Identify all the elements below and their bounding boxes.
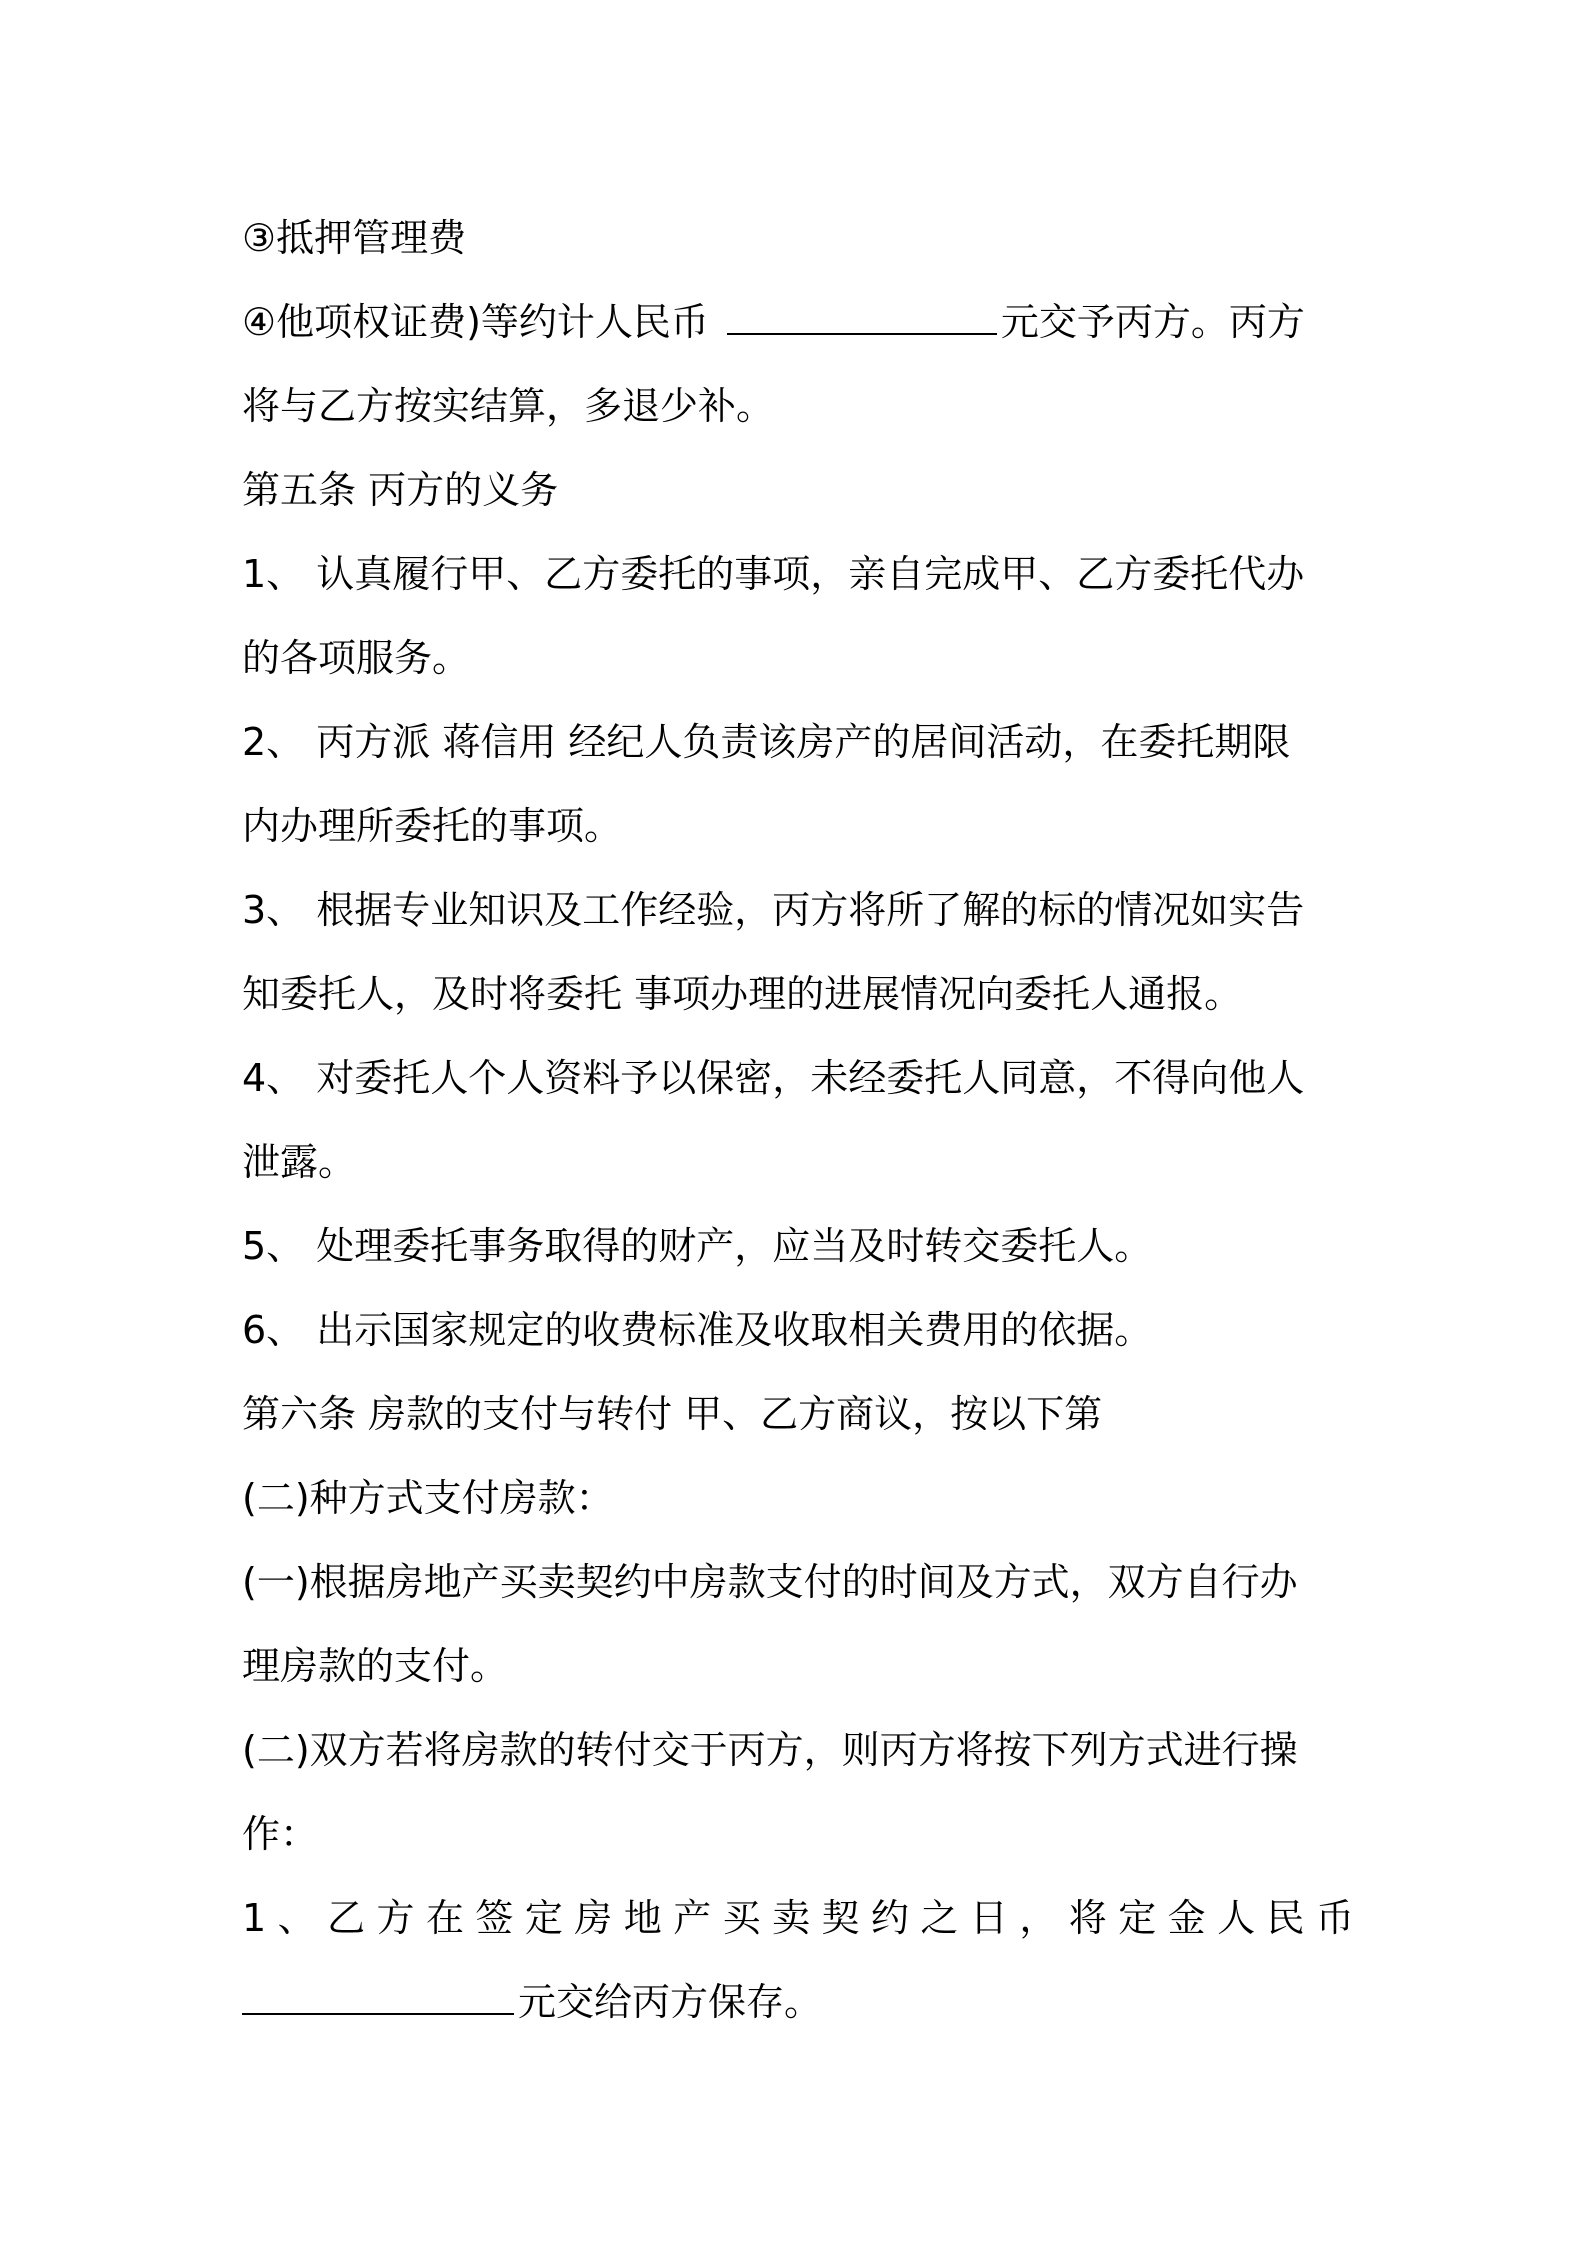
line-text: 4、 对委托人个人资料予以保密，未经委托人同意，不得向他人 (242, 1056, 1305, 1100)
text-line (242, 1876, 1354, 1960)
line-text: 1、 认真履行甲、乙方委托的事项，亲自完成甲、乙方委托代办 (242, 552, 1305, 596)
text-line (242, 700, 1354, 784)
text-line (242, 532, 1354, 616)
text-line (242, 1120, 1354, 1204)
blank-field (727, 303, 997, 335)
line-text: 1、乙方在签定房地产买卖契约之日，将定金人民币 (242, 1896, 1354, 1940)
text-line (242, 1792, 1354, 1876)
text-line (242, 364, 1354, 448)
line-text: 理房款的支付。 (242, 1644, 509, 1688)
text-line (242, 868, 1354, 952)
text-line (242, 1960, 1354, 2044)
text-line (242, 280, 1354, 364)
line-text: 泄露。 (242, 1140, 357, 1184)
text-line (242, 1456, 1354, 1540)
line-text: 知委托人，及时将委托 事项办理的进展情况向委托人通报。 (242, 972, 1243, 1016)
line-text: ④他项权证费)等约计人民币 (242, 300, 709, 344)
text-line (242, 952, 1354, 1036)
line-text: 元交给丙方保存。 (518, 1980, 823, 2024)
line-text: 5、 处理委托事务取得的财产，应当及时转交委托人。 (242, 1224, 1153, 1268)
line-text: 作： (242, 1812, 319, 1856)
blank-field (242, 1983, 514, 2015)
section-heading (242, 1372, 1354, 1456)
line-text: 第五条 丙方的义务 (242, 468, 559, 512)
text-line (242, 196, 1354, 280)
line-text: 第六条 房款的支付与转付 甲、乙方商议，按以下第 (242, 1392, 1103, 1436)
line-text: 2、 丙方派 蒋信用 经纪人负责该房产的居间活动，在委托期限 (242, 720, 1291, 764)
line-text: 内办理所委托的事项。 (242, 804, 623, 848)
text-line (242, 616, 1354, 700)
line-text: 6、 出示国家规定的收费标准及收取相关费用的依据。 (242, 1308, 1153, 1352)
line-text: (二)种方式支付房款： (242, 1476, 614, 1520)
text-line (242, 1624, 1354, 1708)
text-line (242, 784, 1354, 868)
document-page (242, 196, 1354, 2044)
text-line (242, 1036, 1354, 1120)
line-text: 将与乙方按实结算，多退少补。 (242, 384, 775, 428)
line-text: 3、 根据专业知识及工作经验，丙方将所了解的标的情况如实告 (242, 888, 1305, 932)
text-line (242, 1288, 1354, 1372)
text-line (242, 1540, 1354, 1624)
section-heading (242, 448, 1354, 532)
line-text: 元交予丙方。丙方 (1000, 300, 1305, 344)
line-text: ③抵押管理费 (242, 216, 467, 260)
line-text: (二)双方若将房款的转付交于丙方，则丙方将按下列方式进行操 (242, 1728, 1298, 1772)
text-line (242, 1204, 1354, 1288)
line-text: (一)根据房地产买卖契约中房款支付的时间及方式，双方自行办 (242, 1560, 1298, 1604)
text-line (242, 1708, 1354, 1792)
line-text: 的各项服务。 (242, 636, 471, 680)
